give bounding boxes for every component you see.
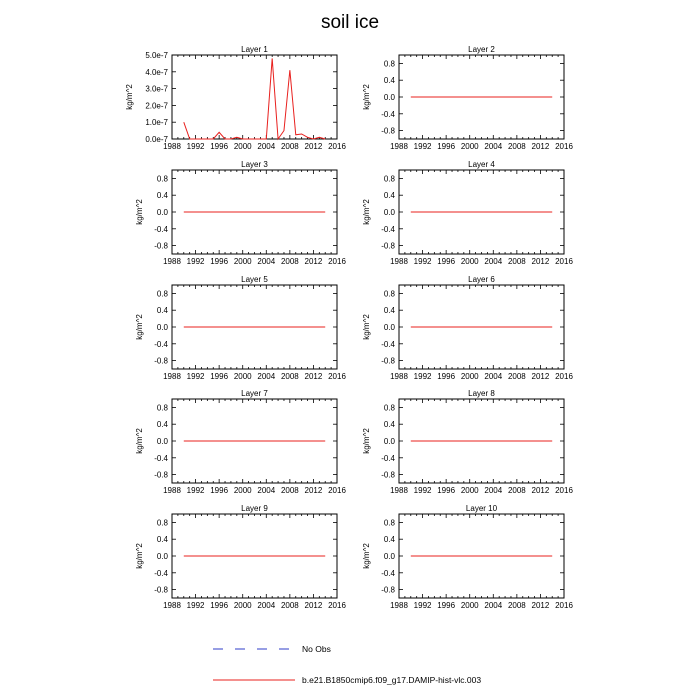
x-tick-label: 2000 bbox=[460, 142, 479, 151]
y-tick-label: -0.4 bbox=[381, 453, 395, 463]
panel-title: Layer 6 bbox=[468, 275, 495, 284]
panel-title: Layer 9 bbox=[241, 504, 268, 513]
x-tick-label: 2016 bbox=[328, 372, 346, 381]
x-tick-label: 1996 bbox=[210, 601, 229, 610]
y-tick-label: 0.8 bbox=[156, 518, 168, 528]
x-tick-label: 2008 bbox=[507, 601, 526, 610]
x-tick-label: 2012 bbox=[304, 142, 323, 151]
y-tick-label: 0.8 bbox=[156, 174, 168, 184]
panel-3 bbox=[135, 160, 346, 266]
y-axis-label: kg/m^2 bbox=[362, 199, 371, 225]
x-tick-label: 2016 bbox=[328, 601, 346, 610]
y-axis-label: kg/m^2 bbox=[362, 428, 371, 454]
x-tick-label: 1996 bbox=[210, 372, 229, 381]
y-axis-label: kg/m^2 bbox=[125, 84, 134, 110]
figure-title: soil ice bbox=[320, 12, 380, 33]
panel-title: Layer 7 bbox=[241, 389, 268, 398]
y-tick-label: 0.0 bbox=[383, 208, 395, 217]
x-tick-label: 1996 bbox=[437, 142, 456, 151]
y-tick-label: -0.4 bbox=[381, 339, 395, 349]
panel-7 bbox=[135, 389, 346, 495]
y-tick-label: 3.0e-7 bbox=[145, 84, 168, 94]
y-tick-label: 5.0e-7 bbox=[145, 51, 168, 60]
x-tick-label: 1988 bbox=[390, 601, 408, 610]
x-tick-label: 1992 bbox=[413, 601, 432, 610]
y-tick-label: -0.4 bbox=[154, 339, 168, 349]
x-tick-label: 2008 bbox=[280, 372, 299, 381]
y-axis-label: kg/m^2 bbox=[362, 543, 371, 569]
panel-title: Layer 10 bbox=[465, 504, 498, 513]
y-tick-label: 0.8 bbox=[156, 403, 168, 413]
panel-4 bbox=[362, 160, 573, 266]
x-tick-label: 2016 bbox=[328, 142, 346, 151]
x-tick-label: 1996 bbox=[437, 257, 456, 266]
panel-6 bbox=[362, 275, 573, 381]
x-tick-label: 1996 bbox=[437, 601, 456, 610]
y-tick-label: 0.4 bbox=[383, 306, 395, 316]
y-tick-label: -0.8 bbox=[381, 126, 395, 136]
y-tick-label: 0.0 bbox=[383, 437, 395, 446]
x-tick-label: 2004 bbox=[257, 257, 276, 266]
y-tick-label: 0.8 bbox=[383, 289, 395, 299]
y-tick-label: 4.0e-7 bbox=[145, 67, 168, 77]
x-tick-label: 1992 bbox=[186, 486, 205, 495]
y-axis-label: kg/m^2 bbox=[135, 199, 144, 225]
legend bbox=[213, 644, 481, 685]
x-tick-label: 2004 bbox=[257, 372, 276, 381]
panel-10 bbox=[362, 504, 573, 610]
x-tick-label: 2008 bbox=[507, 372, 526, 381]
x-tick-label: 1988 bbox=[163, 601, 181, 610]
x-tick-label: 2000 bbox=[460, 372, 479, 381]
x-tick-label: 1992 bbox=[186, 372, 205, 381]
panel-1 bbox=[125, 45, 346, 151]
x-tick-label: 2008 bbox=[507, 486, 526, 495]
x-tick-label: 2000 bbox=[460, 601, 479, 610]
panel-5 bbox=[135, 275, 346, 381]
x-tick-label: 1988 bbox=[390, 142, 408, 151]
panel-title: Layer 1 bbox=[241, 45, 268, 54]
y-tick-label: 0.0 bbox=[383, 552, 395, 561]
x-tick-label: 2016 bbox=[555, 257, 573, 266]
x-tick-label: 2004 bbox=[257, 486, 276, 495]
panel-title: Layer 8 bbox=[468, 389, 495, 398]
y-tick-label: 0.8 bbox=[383, 518, 395, 528]
plot-frame bbox=[172, 55, 337, 139]
panel-title: Layer 2 bbox=[468, 45, 495, 54]
x-tick-label: 2008 bbox=[280, 257, 299, 266]
y-tick-label: -0.8 bbox=[154, 356, 168, 366]
model-series-line bbox=[184, 58, 325, 139]
y-tick-label: -0.4 bbox=[381, 224, 395, 234]
x-tick-label: 1992 bbox=[413, 257, 432, 266]
x-tick-label: 2004 bbox=[484, 257, 503, 266]
y-tick-label: 0.0 bbox=[156, 437, 168, 446]
y-tick-label: 0.8 bbox=[383, 403, 395, 413]
x-tick-label: 2000 bbox=[233, 486, 252, 495]
x-tick-label: 2008 bbox=[280, 142, 299, 151]
y-axis-label: kg/m^2 bbox=[135, 543, 144, 569]
x-tick-label: 2016 bbox=[555, 486, 573, 495]
x-tick-label: 1996 bbox=[437, 486, 456, 495]
x-tick-label: 2012 bbox=[304, 486, 323, 495]
x-tick-label: 1992 bbox=[186, 601, 205, 610]
y-tick-label: -0.4 bbox=[154, 568, 168, 578]
y-tick-label: 0.8 bbox=[156, 289, 168, 299]
x-tick-label: 2012 bbox=[531, 372, 550, 381]
y-tick-label: 0.4 bbox=[156, 306, 168, 316]
y-tick-label: -0.4 bbox=[154, 453, 168, 463]
x-tick-label: 2004 bbox=[257, 142, 276, 151]
y-tick-label: 0.4 bbox=[383, 535, 395, 545]
y-tick-label: -0.8 bbox=[381, 356, 395, 366]
x-tick-label: 1992 bbox=[186, 142, 205, 151]
y-tick-label: -0.8 bbox=[154, 470, 168, 480]
y-tick-label: 0.4 bbox=[156, 420, 168, 430]
x-tick-label: 2000 bbox=[233, 372, 252, 381]
x-tick-label: 1992 bbox=[186, 257, 205, 266]
x-tick-label: 2012 bbox=[304, 601, 323, 610]
y-tick-label: 0.8 bbox=[383, 174, 395, 184]
panel-title: Layer 4 bbox=[468, 160, 495, 169]
x-tick-label: 2004 bbox=[484, 486, 503, 495]
y-axis-label: kg/m^2 bbox=[362, 84, 371, 110]
x-tick-label: 2012 bbox=[304, 257, 323, 266]
x-tick-label: 2016 bbox=[328, 257, 346, 266]
x-tick-label: 2012 bbox=[531, 257, 550, 266]
y-axis-label: kg/m^2 bbox=[362, 314, 371, 340]
x-tick-label: 2004 bbox=[257, 601, 276, 610]
x-tick-label: 1988 bbox=[163, 372, 181, 381]
x-tick-label: 2000 bbox=[460, 257, 479, 266]
panel-8 bbox=[362, 389, 573, 495]
y-tick-label: -0.4 bbox=[154, 224, 168, 234]
panel-grid bbox=[125, 45, 573, 610]
x-tick-label: 2000 bbox=[233, 142, 252, 151]
panel-title: Layer 3 bbox=[241, 160, 268, 169]
y-tick-label: -0.8 bbox=[381, 241, 395, 251]
x-tick-label: 1988 bbox=[163, 257, 181, 266]
x-tick-label: 1988 bbox=[390, 486, 408, 495]
y-tick-label: 0.4 bbox=[156, 535, 168, 545]
x-tick-label: 2012 bbox=[531, 142, 550, 151]
y-tick-label: -0.8 bbox=[154, 585, 168, 595]
y-tick-label: -0.8 bbox=[381, 470, 395, 480]
x-tick-label: 2012 bbox=[531, 601, 550, 610]
y-tick-label: 0.4 bbox=[383, 420, 395, 430]
x-tick-label: 1996 bbox=[210, 142, 229, 151]
x-tick-label: 2008 bbox=[280, 601, 299, 610]
x-tick-label: 1992 bbox=[413, 486, 432, 495]
legend-obs-label: No Obs bbox=[302, 644, 331, 654]
y-tick-label: -0.4 bbox=[381, 568, 395, 578]
y-tick-label: 0.0 bbox=[383, 323, 395, 332]
y-tick-label: 2.0e-7 bbox=[145, 101, 168, 111]
x-tick-label: 2000 bbox=[233, 257, 252, 266]
x-tick-label: 2008 bbox=[507, 142, 526, 151]
x-tick-label: 2016 bbox=[555, 142, 573, 151]
x-tick-label: 1988 bbox=[390, 372, 408, 381]
x-tick-label: 1988 bbox=[163, 486, 181, 495]
y-tick-label: 0.4 bbox=[383, 191, 395, 201]
x-tick-label: 2016 bbox=[555, 372, 573, 381]
x-tick-label: 2012 bbox=[304, 372, 323, 381]
x-tick-label: 2000 bbox=[233, 601, 252, 610]
y-tick-label: -0.8 bbox=[381, 585, 395, 595]
panel-title: Layer 5 bbox=[241, 275, 268, 284]
y-axis-label: kg/m^2 bbox=[135, 314, 144, 340]
x-tick-label: 1988 bbox=[163, 142, 181, 151]
x-tick-label: 1996 bbox=[210, 486, 229, 495]
x-tick-label: 2000 bbox=[460, 486, 479, 495]
x-tick-label: 1992 bbox=[413, 142, 432, 151]
y-axis-label: kg/m^2 bbox=[135, 428, 144, 454]
y-tick-label: -0.4 bbox=[381, 109, 395, 119]
x-tick-label: 1996 bbox=[437, 372, 456, 381]
x-tick-label: 2004 bbox=[484, 142, 503, 151]
y-tick-label: 0.4 bbox=[383, 76, 395, 86]
x-tick-label: 2004 bbox=[484, 601, 503, 610]
x-tick-label: 1988 bbox=[390, 257, 408, 266]
panel-9 bbox=[135, 504, 346, 610]
x-tick-label: 1992 bbox=[413, 372, 432, 381]
x-tick-label: 2004 bbox=[484, 372, 503, 381]
x-tick-label: 2016 bbox=[328, 486, 346, 495]
x-tick-label: 2008 bbox=[280, 486, 299, 495]
y-tick-label: 0.4 bbox=[156, 191, 168, 201]
y-tick-label: 0.0 bbox=[383, 93, 395, 102]
legend-model-label: b.e21.B1850cmip6.f09_g17.DAMIP-hist-vlc.003 bbox=[302, 675, 482, 685]
x-tick-label: 2016 bbox=[555, 601, 573, 610]
y-tick-label: 0.8 bbox=[383, 59, 395, 69]
x-tick-label: 2008 bbox=[507, 257, 526, 266]
x-tick-label: 1996 bbox=[210, 257, 229, 266]
y-tick-label: 0.0e-7 bbox=[145, 135, 168, 144]
x-tick-label: 2012 bbox=[531, 486, 550, 495]
y-tick-label: -0.8 bbox=[154, 241, 168, 251]
panel-2 bbox=[362, 45, 573, 151]
y-tick-label: 0.0 bbox=[156, 208, 168, 217]
y-tick-label: 1.0e-7 bbox=[145, 118, 168, 128]
y-tick-label: 0.0 bbox=[156, 552, 168, 561]
y-tick-label: 0.0 bbox=[156, 323, 168, 332]
